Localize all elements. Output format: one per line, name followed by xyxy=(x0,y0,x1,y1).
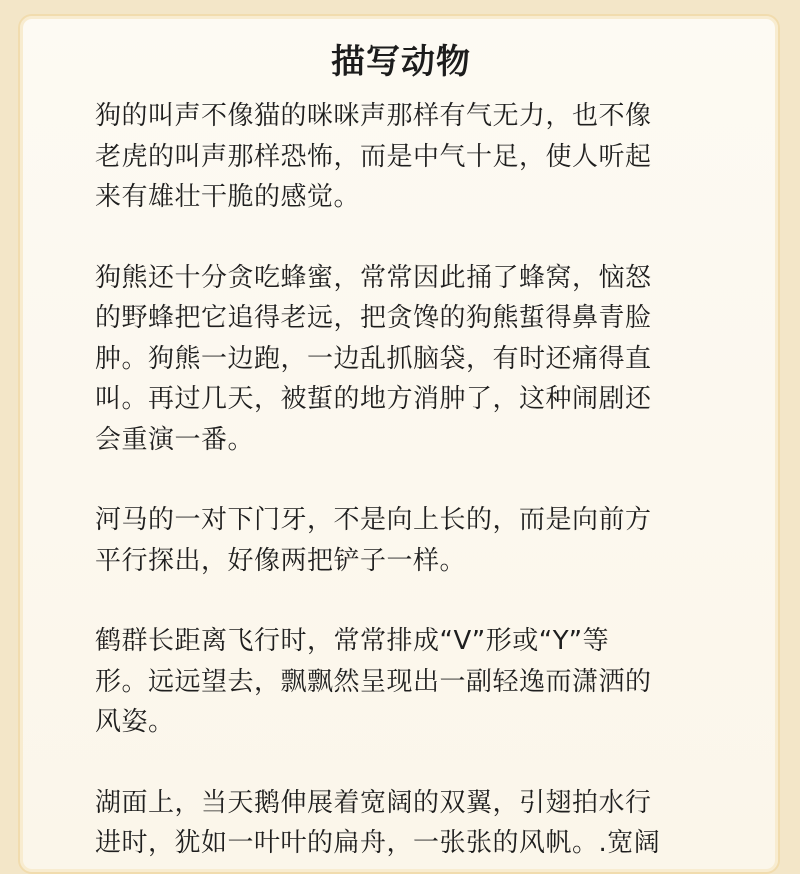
text-line: 平行探出，好像两把铲子一样。 xyxy=(95,545,467,576)
paragraph-swan xyxy=(95,783,715,864)
text-line: 形。远远望去，飘飘然呈现出一副轻逸而潇洒的 xyxy=(95,666,652,697)
text-line: 湖面上，当天鹅伸展着宽阔的双翼，引翅拍水行 xyxy=(95,787,652,818)
text-line: 肿。狗熊一边跑，一边乱抓脑袋，有时还痛得直 xyxy=(95,343,652,374)
text-line: 狗熊还十分贪吃蜂蜜，常常因此捅了蜂窝，恼怒 xyxy=(95,262,652,293)
text-line: 老虎的叫声那样恐怖，而是中气十足，使人听起 xyxy=(95,141,652,172)
text-line: 狗的叫声不像猫的咪咪声那样有气无力，也不像 xyxy=(95,101,652,131)
text-line: 风姿。 xyxy=(95,707,175,737)
article-card xyxy=(18,14,780,874)
text-line: 进时，犹如一叶叶的扁舟，一张张的风帆。.宽阔 xyxy=(95,828,661,858)
text-line: 的野蜂把它追得老远，把贪馋的狗熊蜇得鼻青脸 xyxy=(95,303,652,333)
text-line: 叫。再过几天，被蜇的地方消肿了，这种闹剧还 xyxy=(95,384,652,414)
text-line: 河马的一对下门牙，不是向上长的，而是向前方 xyxy=(95,505,652,535)
paragraph-crane xyxy=(95,621,715,743)
page-title: 描写动物 xyxy=(331,42,471,82)
article-body xyxy=(95,96,715,874)
text-line: 鹤群长距离飞行时，常常排成“V”形或“Y”等 xyxy=(95,626,610,656)
paragraph-dog xyxy=(95,96,715,218)
text-line: 会重演一番。 xyxy=(95,424,255,455)
paragraph-bear xyxy=(95,258,715,461)
paragraph-hippo xyxy=(95,500,715,581)
text-line: 来有雄壮干脆的感觉。 xyxy=(95,182,361,212)
